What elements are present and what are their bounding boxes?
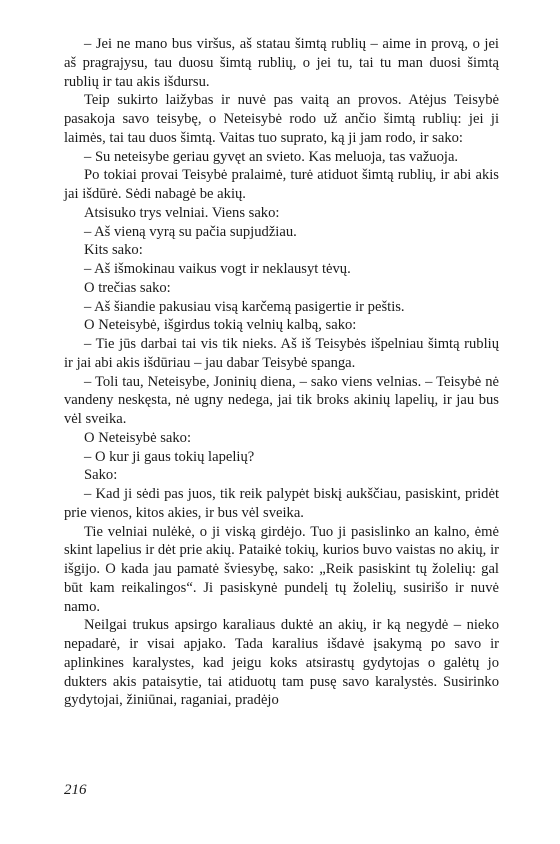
paragraph: – Aš vieną vyrą su pačia supjudžiau.: [84, 223, 297, 240]
paragraph: – Toli tau, Neteisybe, Joninių diena, – sako viens velnias. – Teisybė nė vandeny neskęsta, nė ugny nedega, jai tik broks akinių lapelių, ir jau bus vėl sveika.: [64, 373, 499, 427]
paragraph: – Aš šiandie pakusiau visą karčemą pasigertie ir peštis.: [84, 298, 405, 315]
paragraph: O Neteisybė sako:: [84, 429, 191, 446]
paragraph: – Su neteisybe geriau gyvęt an svieto. Kas meluoja, tas važuoja.: [84, 148, 459, 165]
paragraph: – Kad ji sėdi pas juos, tik reik palypėt biskį aukščiau, pasiskint, pridėt prie vienos, kitos akies, ir bus vėl sveika.: [64, 486, 499, 521]
paragraph: Sako:: [84, 467, 118, 484]
paragraph: O Neteisybė, išgirdus tokią velnių kalbą, sako:: [84, 317, 357, 334]
paragraph: – O kur ji gaus tokių lapelių?: [84, 448, 255, 465]
paragraph: – Jei ne mano bus viršus, aš statau šimtą rublių – aime in provą, o jei aš pragrajysu, tau duosu šimtą rublių, o jei tu, tai tu man duosi šimtą rublių ir tau akis išdursu.: [64, 36, 499, 90]
paragraph: Neilgai trukus apsirgo karaliaus duktė an akių, ir ką negydė – nieko nepadarė, ir visai apjako. Tada karalius išdavė įsakymą po savo ir aplinkines karalystes, kad jeigu koks atsirastų gydytojas o galėtų jo dukters akis pataisytie, tai atiduotų tam pusę savo karalystės. Susirinko gydytojai, žiniūnai, raganiai, pradėjo: [64, 617, 499, 709]
paragraph: Po tokiai provai Teisybė pralaimė, turė atiduot šimtą rublių, ir abi akis jai išdūrė. Sėdi nabagė be akių.: [64, 167, 499, 202]
paragraph: Atsisuko trys velniai. Viens sako:: [84, 204, 280, 221]
page-number: 216: [64, 782, 87, 798]
paragraph: Teip sukirto laižybas ir nuvė pas vaitą an provos. Atėjus Teisybė pasakoja savo teisybę, o Neteisybė rodo už ančio šimtą rublių: jei ji laimės, tai tau duos šimtą. Vaitas tuo suprato, ką ji jam rodo, ir sako:: [64, 92, 499, 146]
paragraph: Kits sako:: [84, 242, 143, 259]
paragraph: O trečias sako:: [84, 279, 171, 296]
paragraph: Tie velniai nulėkė, o ji viską girdėjo. Tuo ji pasislinko an kalno, ėmė skint lapelius ir dėt prie akių. Pataikė tokių, kurios buvo vaistas no akių, ir išgijo. O kada jau pamatė šviesybę, sako: „Reik pasiskint tų žolelių: gal būt kam reikalingos“. Ji pasiskynė pundelį tų žolelių, susirišo ir nuvė namo.: [64, 523, 499, 615]
paragraph: – Aš išmokinau vaikus vogt ir neklausyt tėvų.: [84, 261, 351, 277]
paragraph: – Tie jūs darbai tai vis tik nieks. Aš iš Teisybės išpelniau šimtą rublių ir jai abi akis išdūriau – jau dabar Teisybė spanga.: [64, 336, 499, 371]
page-body: [64, 35, 499, 710]
